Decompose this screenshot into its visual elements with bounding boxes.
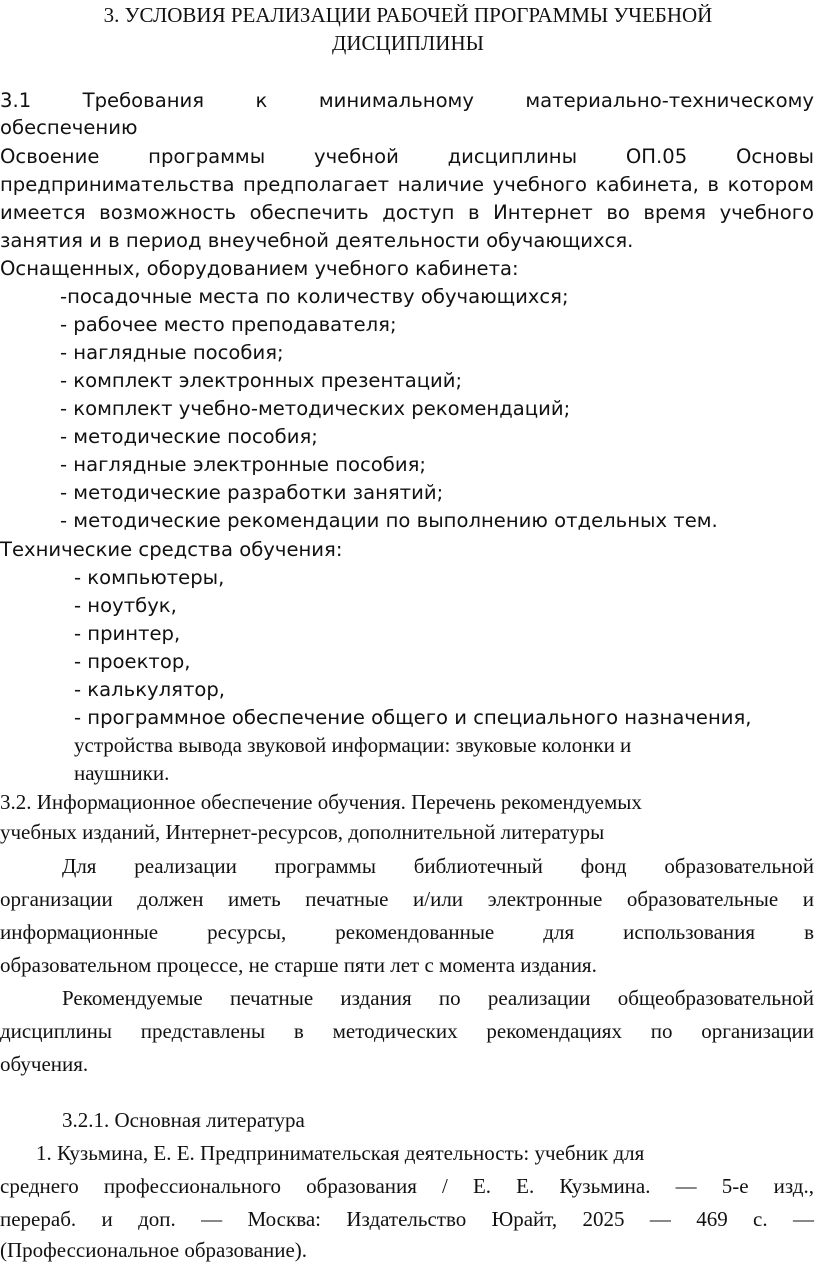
list-item-cont: наушники.	[74, 761, 170, 785]
list-item-cont: устройства вывода звуковой информации: звуковые колонки и	[74, 733, 632, 757]
list-item: - наглядные пособия;	[60, 341, 284, 364]
paragraph-line: дисциплины представлены в методических рекомендациях по организации	[0, 1019, 814, 1043]
paragraph-line: предпринимательства предполагает наличие учебного кабинета, в котором	[0, 173, 814, 196]
list-item: - наглядные электронные пособия;	[60, 453, 426, 476]
paragraph-line: Для реализации программы библиотечный фонд образовательной	[62, 854, 814, 878]
list-item: - калькулятор,	[74, 678, 226, 701]
list-item: - принтер,	[74, 622, 181, 645]
list-item: - методические разработки занятий;	[60, 481, 444, 504]
subsection-title-cont: учебных изданий, Интернет-ресурсов, дополнительной литературы	[0, 820, 605, 844]
section-heading-cont: ДИСЦИПЛИНЫ	[332, 31, 484, 55]
list-item: - методические рекомендации по выполнению отдельных тем.	[60, 509, 718, 532]
paragraph-line: Рекомендуемые печатные издания по реализации общеобразовательной	[62, 986, 814, 1010]
paragraph-line: образовательном процессе, не старше пяти лет с момента издания.	[0, 953, 597, 977]
reference-item: 1. Кузьмина, Е. Е. Предпринимательская деятельность: учебник для	[36, 1141, 645, 1165]
subsection-title: 3.1 Требования к минимальному материально-техническому	[0, 89, 814, 112]
list-item: - рабочее место преподавателя;	[60, 313, 397, 336]
list-item: - компьютеры,	[74, 566, 225, 589]
list-item: - проектор,	[74, 650, 191, 673]
subsection-title: 3.2.1. Основная литература	[62, 1108, 305, 1132]
list-item: - ноутбук,	[74, 594, 177, 617]
list-item: - комплект учебно-методических рекомендаций;	[60, 397, 571, 420]
equipment-title: Оснащенных, оборудованием учебного кабинета:	[0, 257, 519, 280]
paragraph-line: имеется возможность обеспечить доступ в Интернет во время учебного	[0, 201, 814, 224]
section-heading: 3. УСЛОВИЯ РЕАЛИЗАЦИИ РАБОЧЕЙ ПРОГРАММЫ УЧЕБНОЙ	[103, 3, 713, 27]
paragraph-line: информационные ресурсы, рекомендованные для использования в	[0, 920, 814, 944]
paragraph-line: организации должен иметь печатные и/или электронные образовательные и	[0, 887, 814, 911]
list-item: - комплект электронных презентаций;	[60, 369, 463, 392]
paragraph-line: обучения.	[0, 1052, 89, 1076]
subsection-title: 3.2. Информационное обеспечение обучения. Перечень рекомендуемых	[0, 790, 642, 814]
paragraph-line: занятия и в период внеучебной деятельности обучающихся.	[0, 229, 634, 252]
list-item: -посадочные места по количеству обучающихся;	[60, 285, 569, 308]
reference-item-cont: среднего профессионального образования / Е. Е. Кузьмина. — 5-е изд.,	[0, 1174, 814, 1198]
list-item: - программное обеспечение общего и специального назначения,	[74, 706, 752, 729]
reference-item-cont: (Профессиональное образование).	[0, 1238, 308, 1262]
reference-item-cont: перераб. и доп. — Москва: Издательство Юрайт, 2025 — 469 с. —	[0, 1207, 814, 1231]
subsection-title-cont: обеспечению	[0, 116, 138, 139]
tech-title: Технические средства обучения:	[0, 538, 343, 561]
paragraph-line: Освоение программы учебной дисциплины ОП.05 Основы	[0, 145, 814, 168]
list-item: - методические пособия;	[60, 425, 318, 448]
